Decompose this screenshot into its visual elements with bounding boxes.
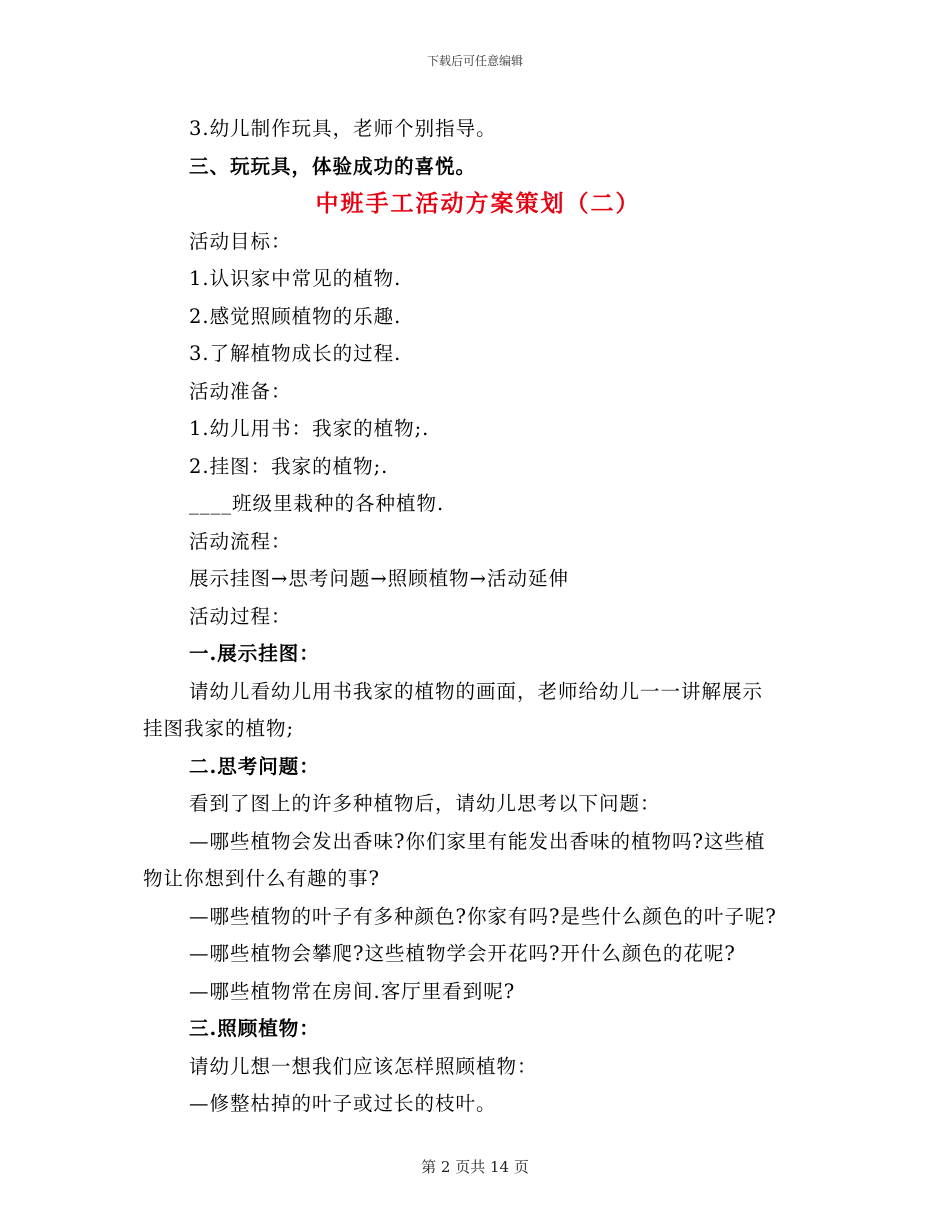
list-item: ____班级里栽种的各种植物. bbox=[189, 492, 445, 515]
list-item: —修整枯掉的叶子或过长的枝叶。 bbox=[189, 1092, 497, 1115]
section-heading: 一.展示挂图： bbox=[189, 642, 320, 665]
list-item: 3.了解植物成长的过程. bbox=[189, 342, 402, 365]
list-item: —哪些植物的叶子有多种颜色?你家有吗?是些什么颜色的叶子呢? bbox=[189, 904, 777, 928]
body-line: 3.幼儿制作玩具，老师个别指导。 bbox=[189, 117, 497, 140]
document-title: 中班手工活动方案策划（二） bbox=[315, 190, 641, 217]
section-heading: 三、玩玩具，体验成功的喜悦。 bbox=[189, 154, 477, 178]
body-line: 活动目标： bbox=[189, 229, 292, 253]
list-item: 1.幼儿用书：我家的植物;. bbox=[189, 417, 430, 440]
list-item: 2.感觉照顾植物的乐趣. bbox=[189, 304, 402, 328]
body-line: 展示挂图→思考问题→照顾植物→活动延伸 bbox=[189, 567, 570, 590]
list-item: 1.认识家中常见的植物. bbox=[189, 267, 402, 290]
body-line: 活动流程： bbox=[189, 529, 292, 553]
body-line: 看到了图上的许多种植物后，请幼儿思考以下问题： bbox=[189, 792, 661, 815]
body-line: 活动过程： bbox=[189, 604, 292, 628]
body-line: 请幼儿想一想我们应该怎样照顾植物： bbox=[189, 1054, 538, 1078]
body-line: 请幼儿看幼儿用书我家的植物的画面，老师给幼儿一一讲解展示 bbox=[189, 679, 764, 703]
list-item: —哪些植物常在房间.客厅里看到呢? bbox=[189, 979, 516, 1003]
body-line: 活动准备： bbox=[189, 379, 292, 403]
list-item: —哪些植物会攀爬?这些植物学会开花吗?开什么颜色的花呢? bbox=[189, 942, 736, 965]
section-heading: 二.思考问题： bbox=[189, 754, 320, 778]
page-header: 下载后可任意编辑 bbox=[426, 54, 523, 68]
page-footer: 第 2 页共 14 页 bbox=[421, 1158, 529, 1176]
list-item: 2.挂图：我家的植物;. bbox=[189, 454, 389, 478]
body-line: 物让你想到什么有趣的事? bbox=[143, 867, 380, 890]
section-heading: 三.照顾植物： bbox=[189, 1017, 320, 1040]
list-item: —哪些植物会发出香味?你们家里有能发出香味的植物吗?这些植 bbox=[189, 829, 766, 853]
document-body bbox=[143, 110, 813, 1123]
body-line: 挂图我家的植物; bbox=[143, 717, 295, 740]
